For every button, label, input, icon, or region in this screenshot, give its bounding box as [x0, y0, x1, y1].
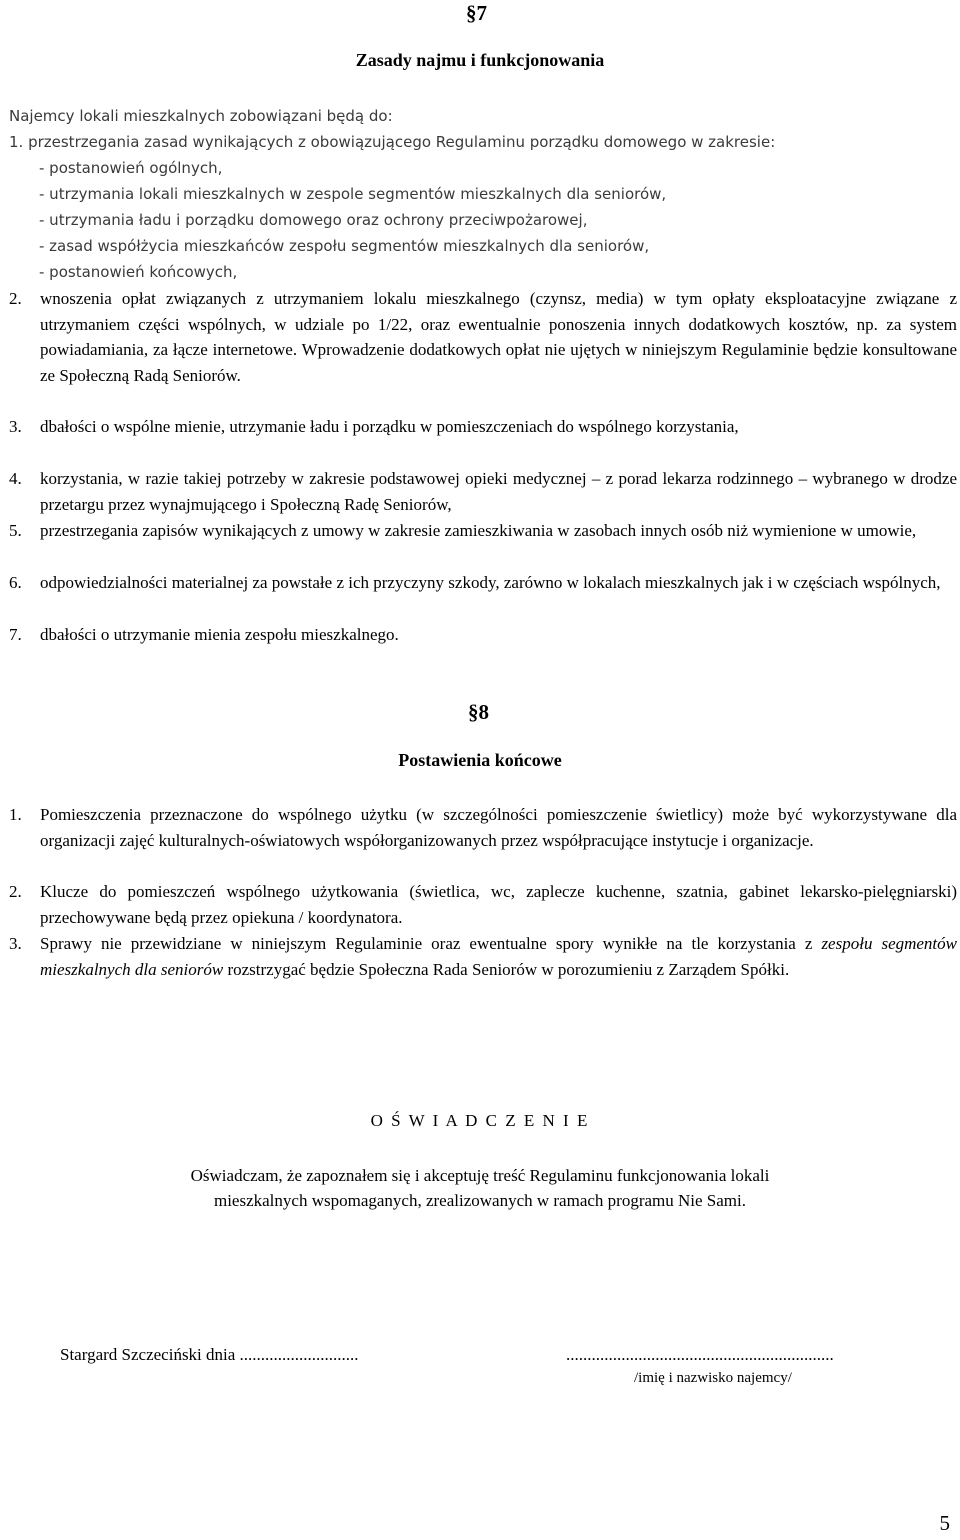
item-text: przestrzegania zapisów wynikających z umowy w zakresie zamieszkiwania w zasobach innych osób niż wymienione w umowie, [40, 521, 917, 540]
item-text: dbałości o utrzymanie mienia zespołu mieszkalnego. [40, 625, 399, 644]
declaration-heading: O Ś W I A D C Z E N I E [370, 1111, 590, 1130]
italic-phrase: zespołu segmentów mieszkalnych dla seniorów [40, 934, 957, 979]
item-number: 1. [9, 805, 22, 824]
item-number: 3. [9, 417, 22, 436]
item-number: 2. [9, 882, 22, 901]
name-label: /imię i nazwisko najemcy/ [634, 1370, 792, 1386]
item-number: 4. [9, 469, 22, 488]
item-number: 6. [9, 573, 22, 592]
sub-item: - postanowień końcowych, [39, 263, 238, 281]
item-number: 2. [9, 289, 22, 308]
item-text-part: rozstrzygać będzie Społeczna Rada Seniorów w porozumieniu z Zarządem Spółki. [223, 959, 790, 979]
declaration-line: Oświadczam, że zapoznałem się i akceptuję treść Regulaminu funkcjonowania lokali [190, 1166, 770, 1185]
place-date-field: Stargard Szczeciński dnia ............................ [60, 1345, 359, 1364]
item-number: 3. [9, 934, 22, 953]
sub-item: - utrzymania ładu i porządku domowego oraz ochrony przeciwpożarowej, [39, 211, 588, 229]
sub-item: - zasad współżycia mieszkańców zespołu segmentów mieszkalnych dla seniorów, [39, 237, 650, 255]
item-text: korzystania, w razie takiej potrzeby w zakresie podstawowej opieki medycznej – z porad lekarza rodzinnego – wybranego w drodze przetargu przez wynajmującego i Społeczną Radę Seniorów, [40, 469, 957, 514]
item-text: wnoszenia opłat związanych z utrzymaniem lokalu mieszkalnego (czynsz, media) w tym opłaty eksploatacyjne związane z utrzymaniem części wspólnych, w udziale po 1/22, oraz ewentualnie ponoszenia innych dodatkowych kosztów, np. za system powiadamiania, za łącze internetowe. Wprowadzenie dodatkowych opłat nie ujętych w niniejszym Regulaminie będzie konsultowane ze Społeczną Radą Seniorów. [40, 289, 957, 385]
item-text: Klucze do pomieszczeń wspólnego użytkowania (świetlica, wc, zaplecze kuchenne, szatnia, gabinet lekarsko-pielęgniarski) przechowywane będą przez opiekuna / koordynatora. [40, 882, 957, 927]
item-text-part: Sprawy nie przewidziane w niniejszym Regulaminie oraz ewentualne spory wynikłe na tle korzystania z [40, 934, 822, 953]
item-text: odpowiedzialności materialnej za powstałe z ich przyczyny szkody, zarówno w lokalach mieszkalnych jak i w częściach wspólnych, [40, 573, 941, 592]
item-text: dbałości o wspólne mienie, utrzymanie ładu i porządku w pomieszczeniach do wspólnego korzystania, [40, 417, 739, 436]
item-text [40, 931, 957, 982]
section-7-title: Zasady najmu i funkcjonowania [355, 50, 605, 70]
page-number: 5 [939, 1511, 950, 1535]
name-signature-field: ............................................................... [566, 1345, 834, 1364]
item-number: 5. [9, 521, 22, 540]
section-7-number: §7 [466, 1, 487, 25]
item-1: 1. przestrzegania zasad wynikających z obowiązującego Regulaminu porządku domowego w zakresie: [9, 133, 776, 151]
sub-item: - postanowień ogólnych, [39, 159, 223, 177]
item-text: Pomieszczenia przeznaczone do wspólnego użytku (w szczególności pomieszczenie świetlicy) może być wykorzystywane dla organizacji zajęć kulturalnych-oświatowych współorganizowanych przez współpracujące instytucje i organizacje. [40, 805, 957, 850]
sub-item: - utrzymania lokali mieszkalnych w zespole segmentów mieszkalnych dla seniorów, [39, 185, 667, 203]
section-8-title: Postawienia końcowe [398, 750, 562, 770]
section-8-number: §8 [468, 700, 489, 724]
declaration-line: mieszkalnych wspomaganych, zrealizowanych w ramach programu Nie Sami. [213, 1191, 746, 1210]
intro-text: Najemcy lokali mieszkalnych zobowiązani będą do: [9, 107, 393, 125]
item-number: 7. [9, 625, 22, 644]
